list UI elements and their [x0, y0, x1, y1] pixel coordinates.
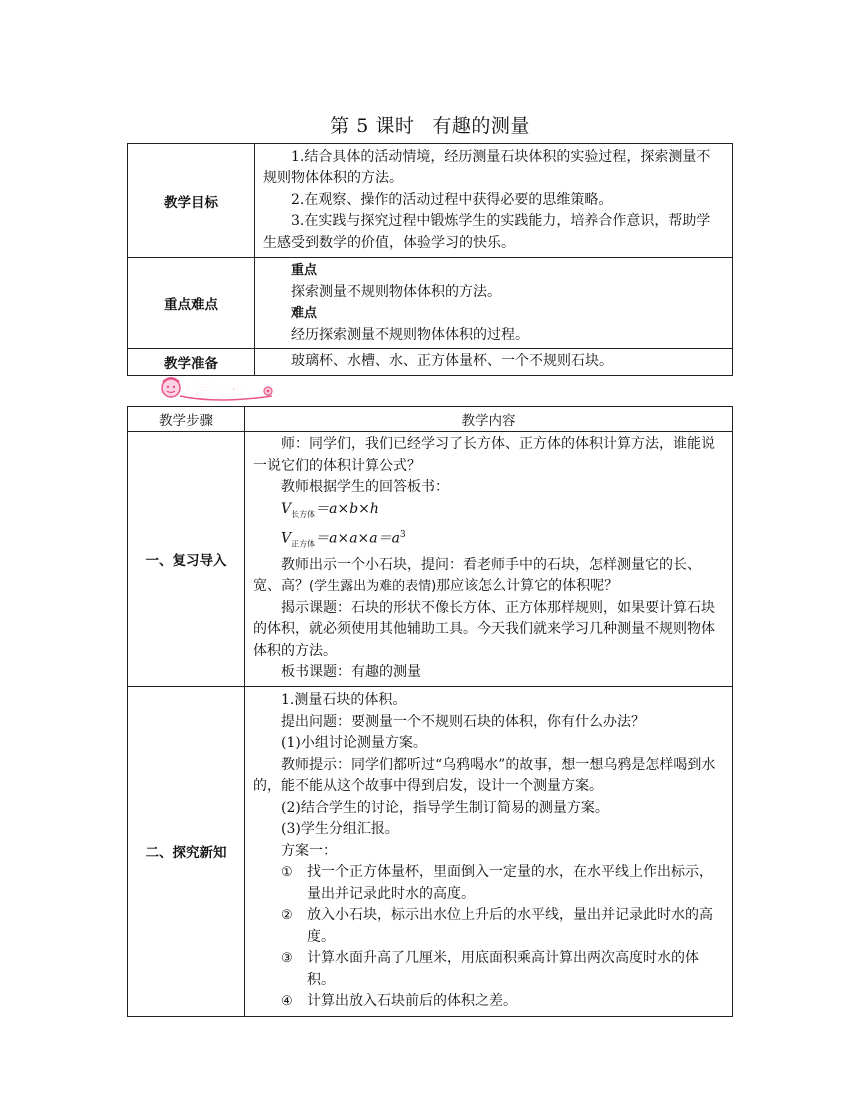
header-step: 教学步骤: [128, 407, 245, 432]
plan-step: [253, 862, 724, 905]
lesson-number: 第 5 课时: [330, 115, 415, 137]
lesson-title: 有趣的测量: [432, 115, 530, 137]
prep-content: [255, 349, 733, 376]
formula-cube: $V_{正方体}=a\times a\times a=a^3$: [281, 529, 406, 549]
review-p3-note: (学生露出为难的表情): [309, 579, 437, 595]
objective-item: 2.在观察、操作的活动过程中获得必要的思维策略。: [291, 191, 613, 208]
explore-content: [245, 686, 733, 1016]
process-header-row: [128, 407, 733, 432]
formula-cuboid-sub: 长方体: [291, 509, 316, 519]
teaching-process-banner: [158, 374, 278, 406]
objective-item: 3.在实践与探究过程中锻炼学生的实践能力，培养合作意识，帮助学生感受到数学的价值，体验学习的快乐。: [263, 213, 711, 251]
explore-line: (1)小组讨论测量方案。: [281, 735, 427, 751]
step-number: ①: [281, 865, 293, 880]
overview-table: [127, 143, 733, 376]
explore-line: 提出问题：要测量一个不规则石块的体积，你有什么办法？: [281, 713, 645, 730]
key-text: 探索测量不规则物体体积的方法。: [291, 283, 501, 300]
review-p3-question: 教师出示一个小石块，提问：看老师手中的石块，怎样测量它的长、宽、高？: [253, 556, 701, 595]
step-number: ④: [281, 994, 293, 1009]
explore-line: 教师提示：同学们都听过“乌鸦喝水”的故事，想一想乌鸦是怎样喝到水的，能不能从这个故事中得到启发，设计一个测量方案。: [253, 756, 716, 794]
step-number: ②: [281, 908, 293, 923]
review-p3-followup: 那应该怎么计算它的体积呢？: [436, 578, 619, 595]
explore-line: (3)学生分组汇报。: [281, 821, 399, 837]
step-text: 放入小石块，标示出水位上升后的水平线，量出并记录此时水的高度。: [307, 907, 713, 945]
objectives-label: 教学目标: [128, 144, 255, 258]
explore-line: (2)结合学生的讨论，指导学生制订简易的测量方案。: [281, 799, 609, 816]
keypoints-row: [128, 258, 733, 349]
review-content: [245, 432, 733, 687]
plan-step: [253, 905, 724, 948]
review-p4: 揭示课题：石块的形状不像长方体、正方体那样规则，如果要计算石块的体积，就必须使用其他辅助工具。今天我们就来学习几种测量不规则物体体积的方法。: [253, 599, 715, 659]
review-label: 一、复习导入: [128, 432, 245, 687]
step-text: 找一个正方体量杯，里面倒入一定量的水，在水平线上作出标示，量出并记录此时水的高度。: [307, 864, 713, 902]
objectives-row: [128, 144, 733, 258]
plan-step: [253, 948, 724, 991]
formula-cuboid: $V_{长方体}=a\times b\times h$: [281, 500, 379, 519]
explore-label: 二、探究新知: [128, 686, 245, 1016]
prep-row: [128, 349, 733, 376]
keypoints-label: 重点难点: [128, 258, 255, 349]
process-table: [127, 406, 733, 1017]
difficulty-text: 经历探索测量不规则物体体积的过程。: [291, 326, 529, 343]
explore-row: [128, 686, 733, 1016]
step-number: ③: [281, 951, 293, 966]
review-p2: 教师根据学生的回答板书：: [281, 479, 449, 495]
prep-label: 教学准备: [128, 349, 255, 376]
difficulty-title: 难点: [291, 306, 318, 321]
review-p1: 师：同学们，我们已经学习了长方体、正方体的体积计算方法，谁能说一说它们的体积计算公式？: [253, 436, 715, 474]
step-text: 计算水面升高了几厘米，用底面积乘高计算出两次高度时水的体积。: [307, 950, 699, 988]
plan-step: [253, 991, 724, 1013]
page-title: [0, 111, 860, 138]
banner-text: 教学过程: [184, 381, 245, 399]
objective-item: 1.结合具体的活动情境，经历测量石块体积的实验过程，探索测量不规则物体体积的方法。: [263, 148, 711, 187]
formula-cube-exponent: 3: [399, 529, 406, 540]
formula-cube-expr: ＝a×a×a＝a: [315, 530, 400, 547]
review-p3: [253, 555, 724, 598]
header-content: 教学内容: [245, 407, 733, 432]
explore-line: 1.测量石块的体积。: [281, 692, 407, 708]
formula-cuboid-expr: ＝a×b×h: [315, 500, 379, 517]
keypoints-content: [255, 258, 733, 349]
prep-text: 玻璃杯、水槽、水、正方体量杯、一个不规则石块。: [291, 353, 613, 369]
explore-line: 方案一：: [281, 842, 337, 859]
review-row: [128, 432, 733, 687]
review-p5: 板书课题：有趣的测量: [281, 664, 421, 681]
formula-cube-sub: 正方体: [291, 539, 316, 549]
key-title: 重点: [291, 263, 318, 278]
objectives-content: [255, 144, 733, 258]
step-text: 计算出放入石块前后的体积之差。: [307, 993, 517, 1009]
